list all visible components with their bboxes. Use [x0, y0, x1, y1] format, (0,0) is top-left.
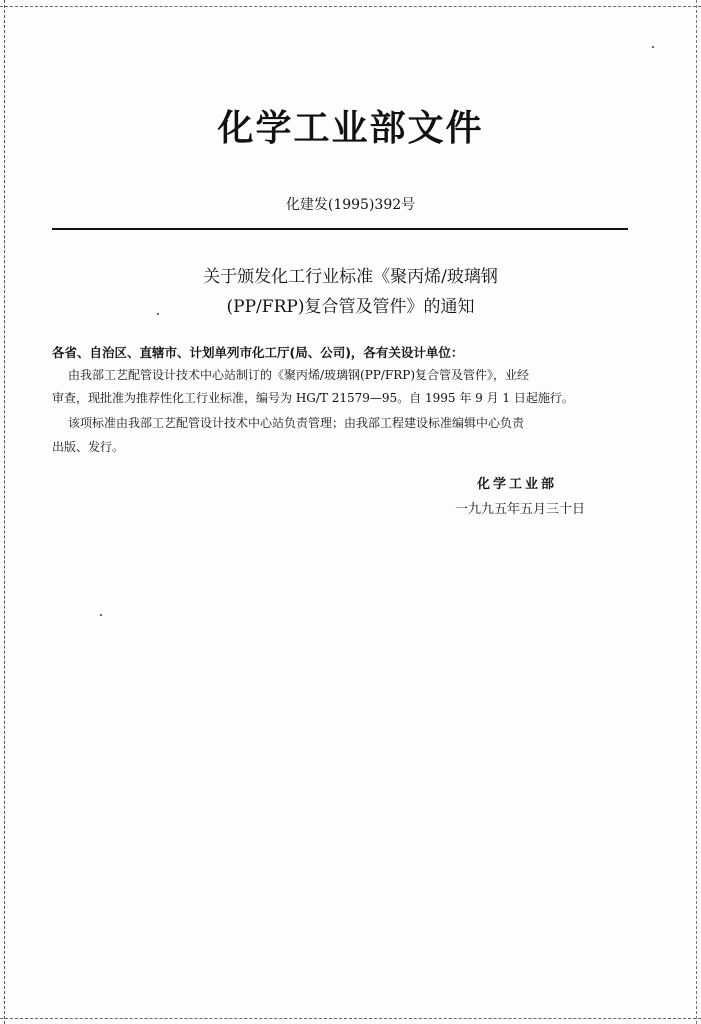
scan-edge-bottom: [0, 1018, 701, 1019]
body-line-4: 出版、发行。: [52, 440, 125, 454]
body-line-3: 该项标准由我部工艺配管设计技术中心站负责管理；由我部工程建设标准编辑中心负责: [68, 416, 525, 430]
issuer-header: 化学工业部文件: [217, 108, 484, 149]
salutation: 各省、自治区、直辖市、计划单列市化工厅(局、公司)，各有关设计单位：: [52, 345, 464, 360]
body-line-1: 由我部工艺配管设计技术中心站制订的《聚丙烯/玻璃钢(PP/FRP)复合管及管件》，业经: [68, 368, 530, 382]
document-number: 化建发(1995)392号: [285, 197, 416, 213]
signature-date: 一九九五年五月三十日: [455, 502, 586, 517]
notice-title-line-2: (PP/FRP)复合管及管件》的通知: [226, 297, 475, 317]
notice-title-line-1: 关于颁发化工行业标准《聚丙烯/玻璃钢: [203, 267, 498, 287]
scan-edge-top: [0, 6, 701, 7]
header-divider: [52, 228, 628, 230]
scan-edge-right: [696, 0, 697, 1024]
body-line-2: 审查，现批准为推荐性化工行业标准，编号为 HG/T 21579—95。自 1995 年 9 月 1 日起施行。: [52, 391, 574, 405]
scan-edge-left: [4, 0, 5, 1024]
scan-speck: [157, 313, 159, 315]
scan-speck: [100, 614, 102, 616]
scan-speck: [652, 46, 654, 48]
signature-organization: 化学工业部: [477, 477, 558, 492]
